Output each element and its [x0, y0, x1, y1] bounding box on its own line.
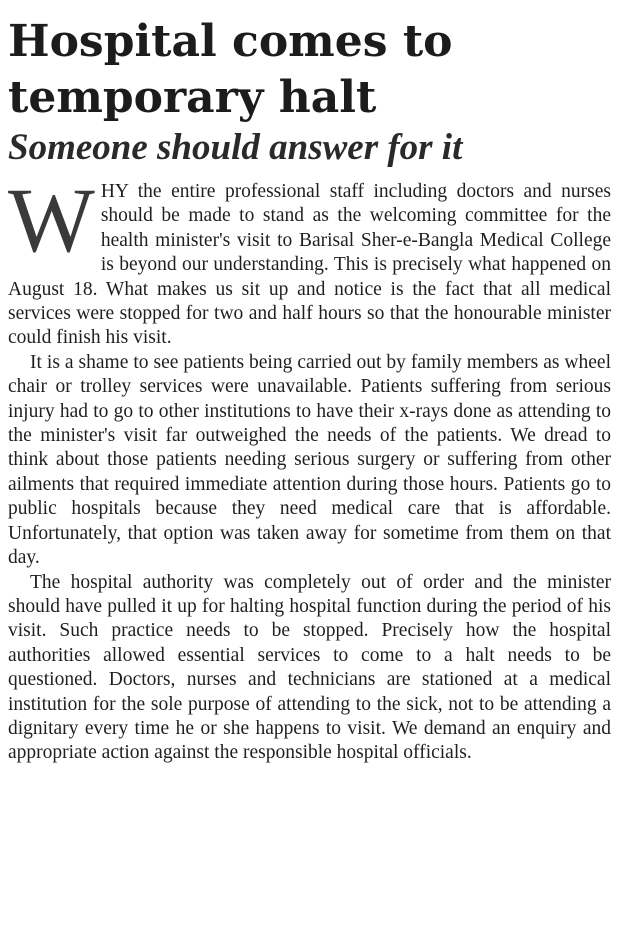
editorial-article	[8, 0, 611, 930]
paragraph-1	[8, 169, 611, 351]
drop-cap: W	[8, 169, 95, 271]
article-body	[8, 169, 611, 766]
paragraph-2: It is a shame to see patients being carried out by family members as wheel chair or trolley services were unavailable. Patients suffering from serious injury had to go to other institutions to have their x-rays done as attending to the minister's visit far outweighed the needs of the patients. We dread to think about those patients needing serious surgery or suffering from other ailments that required immediate attention during those hours. Patients go to public hospitals because they need medical care that is affordable. Unfortunately, that option was taken away for sometime from them on that day.	[8, 351, 611, 569]
paragraph-1-text: HY the entire professional staff including doctors and nurses should be made to stand as the welcoming committee for the health minister's visit to Barisal Sher-e-Bangla Medical College is beyond our understanding. This is precisely what happened on August 18. What makes us sit up and notice is the fact that all medical services were stopped for two and half hours so that the honourable minister could finish his visit.	[8, 181, 611, 349]
subheadline: Someone should answer for it	[8, 127, 463, 168]
headline	[8, 14, 611, 126]
paragraph-3: The hospital authority was completely out of order and the minister should have pulled it up for halting hospital function during the period of his visit. Such practice needs to be stopped. Precisely how the hospital authorities allowed essential services to come to a halt needs to be questioned. Doctors, nurses and technicians are stationed at a medical institution for the sole purpose of attending to the sick, not to be attending a dignitary every time he or she happens to visit. We demand an enquiry and appropriate action against the responsible hospital officials.	[8, 571, 611, 764]
headline-line-2: temporary halt	[8, 72, 377, 123]
headline-line-1: Hospital comes to	[8, 16, 453, 67]
